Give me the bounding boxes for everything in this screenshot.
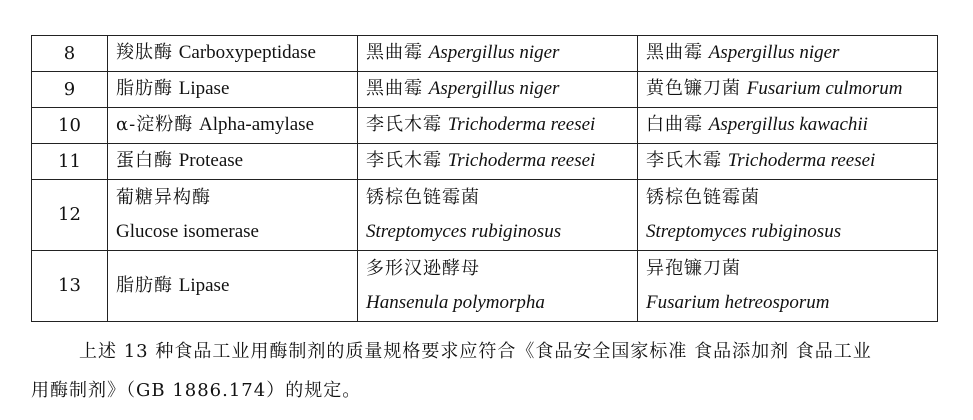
source-organism-cell bbox=[358, 144, 638, 180]
donor-name-sci: Trichoderma reesei bbox=[727, 150, 876, 172]
source-name-zh: 李氏木霉 bbox=[366, 150, 442, 172]
table-row bbox=[32, 251, 938, 322]
donor-name-zh: 白曲霉 bbox=[646, 114, 703, 136]
enzyme-cell bbox=[108, 36, 358, 72]
row-number: 9 bbox=[32, 72, 108, 108]
enzyme-table-container bbox=[31, 35, 937, 322]
body-paragraph-line-1: 上述 13 种食品工业用酶制剂的质量规格要求应符合《食品安全国家标准 食品添加剂 食品工业 bbox=[79, 341, 872, 362]
table-row bbox=[32, 72, 938, 108]
row-number: 11 bbox=[32, 144, 108, 180]
body-paragraph-line-2: 用酶制剂》（GB 1886.174）的规定。 bbox=[31, 380, 362, 401]
source-name-zh: 黑曲霉 bbox=[366, 78, 423, 100]
source-organism-cell bbox=[358, 251, 638, 322]
donor-organism-cell bbox=[638, 108, 938, 144]
source-name-sci: Streptomyces rubiginosus bbox=[366, 221, 562, 242]
enzyme-name-zh: α-淀粉酶 bbox=[116, 114, 194, 136]
row-number: 13 bbox=[32, 251, 108, 322]
source-name-zh: 多形汉逊酵母 bbox=[366, 258, 480, 279]
source-name-sci: Trichoderma reesei bbox=[447, 114, 596, 136]
enzyme-table bbox=[31, 35, 938, 322]
source-name-sci: Aspergillus niger bbox=[428, 78, 560, 100]
donor-organism-cell bbox=[638, 72, 938, 108]
source-name-sci: Hansenula polymorpha bbox=[366, 292, 545, 313]
enzyme-name-en: Glucose isomerase bbox=[116, 221, 259, 242]
source-organism-cell bbox=[358, 180, 638, 251]
donor-name-sci: Streptomyces rubiginosus bbox=[646, 221, 842, 242]
donor-name-zh: 黑曲霉 bbox=[646, 42, 703, 64]
donor-organism-cell bbox=[638, 180, 938, 251]
donor-name-sci: Fusarium culmorum bbox=[746, 78, 903, 100]
source-organism-cell bbox=[358, 72, 638, 108]
enzyme-cell bbox=[108, 144, 358, 180]
row-number: 10 bbox=[32, 108, 108, 144]
source-name-zh: 锈棕色链霉菌 bbox=[366, 187, 480, 208]
source-name-zh: 李氏木霉 bbox=[366, 114, 442, 136]
enzyme-cell bbox=[108, 180, 358, 251]
enzyme-name-en: Lipase bbox=[178, 274, 230, 296]
table-row bbox=[32, 108, 938, 144]
table-row bbox=[32, 180, 938, 251]
donor-name-sci: Aspergillus niger bbox=[708, 42, 840, 64]
table-row bbox=[32, 36, 938, 72]
enzyme-name-en: Lipase bbox=[178, 78, 230, 100]
enzyme-cell bbox=[108, 72, 358, 108]
table-row bbox=[32, 144, 938, 180]
source-name-zh: 黑曲霉 bbox=[366, 42, 423, 64]
enzyme-name-zh: 脂肪酶 bbox=[116, 78, 173, 100]
donor-name-zh: 李氏木霉 bbox=[646, 150, 722, 172]
donor-organism-cell bbox=[638, 251, 938, 322]
donor-name-zh: 异孢镰刀菌 bbox=[646, 258, 741, 279]
enzyme-cell bbox=[108, 108, 358, 144]
source-name-sci: Trichoderma reesei bbox=[447, 150, 596, 172]
donor-name-zh: 锈棕色链霉菌 bbox=[646, 187, 760, 208]
enzyme-cell bbox=[108, 251, 358, 322]
donor-organism-cell bbox=[638, 36, 938, 72]
donor-name-sci: Fusarium hetreosporum bbox=[646, 292, 830, 313]
enzyme-name-zh: 葡糖异构酶 bbox=[116, 187, 211, 208]
source-organism-cell bbox=[358, 36, 638, 72]
enzyme-name-en: Carboxypeptidase bbox=[178, 42, 316, 64]
donor-name-sci: Aspergillus kawachii bbox=[708, 114, 868, 136]
donor-name-zh: 黄色镰刀菌 bbox=[646, 78, 741, 100]
enzyme-name-zh: 脂肪酶 bbox=[116, 274, 173, 296]
source-name-sci: Aspergillus niger bbox=[428, 42, 560, 64]
enzyme-name-en: Protease bbox=[178, 150, 244, 172]
enzyme-name-en: Alpha-amylase bbox=[198, 114, 314, 136]
source-organism-cell bbox=[358, 108, 638, 144]
row-number: 8 bbox=[32, 36, 108, 72]
donor-organism-cell bbox=[638, 144, 938, 180]
enzyme-name-zh: 羧肽酶 bbox=[116, 42, 173, 64]
enzyme-name-zh: 蛋白酶 bbox=[116, 150, 173, 172]
row-number: 12 bbox=[32, 180, 108, 251]
